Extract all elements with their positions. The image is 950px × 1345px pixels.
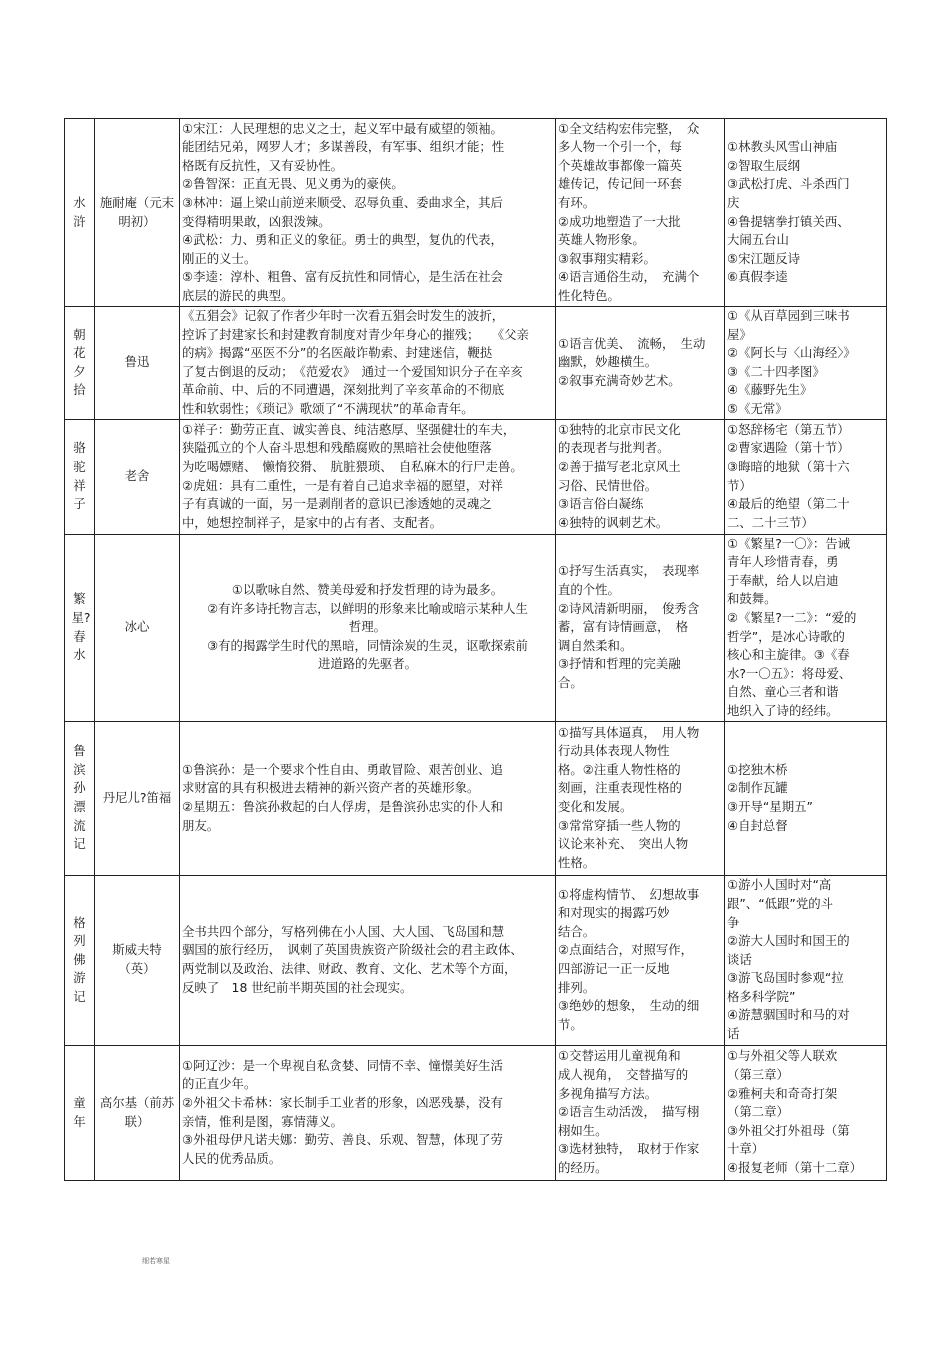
- book-title: 朝花夕拾: [73, 326, 86, 398]
- plots-line: ③开导“星期五”: [727, 799, 813, 814]
- characters-cell: [180, 419, 556, 534]
- table-row: [65, 307, 887, 420]
- plots-line: 二、二十三节）: [727, 514, 814, 530]
- characters-line: 骃国的旅行经历， 讽刺了英国贵族资产阶级社会的君主政体、: [182, 942, 523, 958]
- author-name: 鲁迅: [124, 354, 150, 370]
- features-line: ②点面结合，对照写作，: [558, 942, 694, 958]
- plots-line: ①林教头风雪山神庙: [727, 139, 838, 155]
- characters-line: 反映了 18 世纪前半期英国的社会现实。: [182, 979, 413, 995]
- features-line: 和对现实的揭露巧妙: [558, 905, 670, 921]
- author-cell: [95, 875, 180, 1045]
- plots-line: 格多科学院”: [727, 988, 796, 1004]
- plots-line: 话: [727, 1026, 740, 1042]
- plots-line: ⑤《无常》: [727, 400, 788, 416]
- features-line: 行动具体表现人物性: [558, 743, 670, 759]
- plots-cell: [725, 721, 887, 875]
- characters-line: 朋友。: [182, 817, 220, 833]
- features-line: ①语言优美、 流畅， 生动: [558, 335, 706, 351]
- characters-line: ③有的揭露学生时代的黑暗，同情涂炭的生灵，讴歌探索前: [207, 637, 528, 653]
- features-cell: [556, 721, 725, 875]
- plots-line: 和鼓舞。: [727, 591, 777, 607]
- plots-line: （第二章）: [727, 1104, 789, 1120]
- characters-line: 变得精明果敢，凶狠泼辣。: [182, 213, 331, 229]
- features-line: 成人视角， 交替描写的: [558, 1067, 689, 1083]
- table-row: [65, 1045, 887, 1180]
- table-row: [65, 875, 887, 1045]
- characters-line: 能团结兄弟，网罗人才；多谋善段，有军事、组织才能；性: [182, 139, 505, 155]
- plots-line: ②雅柯夫和奇奇打架: [727, 1085, 838, 1101]
- characters-line: 狭隘孤立的个人奋斗思想和残酷腐败的黑暗社会使他堕落: [182, 440, 492, 456]
- book-title-cell: [65, 875, 95, 1045]
- characters-line: 底层的游民的典型。: [182, 287, 294, 303]
- features-line: ③叙事翔实精彩。: [558, 250, 656, 266]
- plots-line: ④自封总督: [727, 817, 788, 833]
- book-title: 童年: [73, 1094, 86, 1129]
- plots-line: ②《阿长与〈山海经〉》: [727, 345, 856, 361]
- plots-line: ①《繁星?一〇》：告诫: [727, 535, 850, 551]
- characters-line: ③外祖母伊凡诺夫娜：勤劳、善良、乐观、智慧，体现了劳: [182, 1132, 503, 1148]
- features-cell: [556, 875, 725, 1045]
- features-line: 节。: [558, 1016, 583, 1032]
- characters-cell: [180, 307, 556, 420]
- features-line: ③常常穿插一些人物的: [558, 817, 681, 833]
- features-cell: [556, 534, 725, 721]
- plots-line: 大闹五台山: [727, 232, 789, 248]
- features-line: 的表现者与批判者。: [558, 440, 670, 456]
- features-line: ④语言通俗生动， 充满个: [558, 269, 700, 285]
- plots-line: ④鲁提辖拳打镇关西、: [727, 213, 850, 229]
- plots-cell: [725, 875, 887, 1045]
- plots-line: 青年人珍惜青春，勇: [727, 554, 839, 570]
- plots-line: 谈话: [727, 951, 752, 967]
- author-cell: [95, 534, 180, 721]
- features-line: ③语言俗白凝练: [558, 496, 644, 512]
- features-line: 多人物一个引一个，每: [558, 139, 682, 155]
- page-footer: 细若寒星: [142, 1257, 170, 1265]
- plots-line: ③武松打虎、斗杀西门: [727, 176, 850, 192]
- characters-line: ①鲁滨孙：是一个要求个性自由、勇敢冒险、艰苦创业、追: [182, 761, 503, 777]
- plots-line: ②制作瓦罐: [727, 780, 788, 796]
- plots-line: ④游慧骃国时和马的对: [727, 1007, 850, 1023]
- author-cell: [95, 1045, 180, 1180]
- features-line: ①抒写生活真实， 表现率: [558, 563, 700, 579]
- plots-line: 争: [727, 914, 740, 930]
- characters-line: 子有真诚的一面，另一是剥削者的意识已渗透她的灵魂之: [182, 496, 492, 512]
- characters-line: 两党制以及政治、法律、财政、教育、文化、艺术等个方面，: [182, 961, 517, 976]
- features-line: 议论来补充、 突出人物: [558, 836, 689, 852]
- features-line: 蓄，富有诗情画意， 格: [558, 619, 689, 635]
- literature-table: [64, 118, 887, 1181]
- book-title: 骆驼祥子: [73, 440, 86, 512]
- features-line: 英雄人物形象。: [558, 232, 645, 248]
- features-line: ①将虚构情节、 幻想故事: [558, 886, 700, 902]
- characters-cell: [180, 119, 556, 307]
- features-line: ②语言生动活泼， 描写栩: [558, 1104, 700, 1120]
- features-line: ①交替运用儿童视角和: [558, 1048, 681, 1064]
- features-line: 栩如生。: [558, 1122, 608, 1138]
- plots-line: 十章）: [727, 1141, 765, 1157]
- characters-line: 亲情，惟利是图，寡情薄义。: [182, 1113, 344, 1129]
- characters-line: 刚正的义士。: [182, 250, 257, 266]
- plots-line: ③晦暗的地狱（第十六: [727, 458, 850, 474]
- book-title-cell: [65, 307, 95, 420]
- plots-line: ①与外祖父等人联欢: [727, 1048, 838, 1064]
- characters-cell: [180, 534, 556, 721]
- plots-line: ④《藤野先生》: [727, 382, 813, 398]
- plots-line: ④报复老师（第十二章）: [727, 1159, 863, 1175]
- characters-line: ③林冲：逼上梁山前逆来顺受、忍辱负重、委曲求全，其后: [182, 194, 503, 210]
- features-cell: [556, 119, 725, 307]
- plots-line: 于奉献，给人以启迪: [727, 572, 839, 588]
- plots-line: 水?一〇五》：将母爱、: [727, 665, 852, 681]
- characters-line: 哲理。: [348, 619, 387, 635]
- features-line: ④独特的讽刺艺术。: [558, 514, 669, 530]
- characters-line: ②星期五：鲁滨孙救起的白人俘虏，是鲁滨孙忠实的仆人和: [182, 799, 503, 814]
- characters-line: ④武松：力、勇和正义的象征。勇士的典型，复仇的代表，: [182, 232, 503, 248]
- book-title-cell: [65, 419, 95, 534]
- characters-line: ①阿辽沙：是一个卑视自私贪婪、同情不幸、憧憬美好生活: [182, 1057, 503, 1073]
- characters-cell: [180, 1045, 556, 1180]
- author-name: 高尔基（前苏联）: [99, 1094, 175, 1129]
- plots-line: 跟”、“低跟”党的斗: [727, 895, 833, 911]
- table-row: [65, 721, 887, 875]
- book-title: 繁星?春水: [71, 591, 91, 663]
- plots-line: ⑥真假李逵: [727, 269, 788, 285]
- characters-cell: [180, 721, 556, 875]
- plots-line: ③外祖父打外祖母（第: [727, 1122, 850, 1138]
- book-title-cell: [65, 534, 95, 721]
- features-line: ③选材独特， 取材于作家: [558, 1141, 700, 1157]
- plots-line: ③《二十四孝图》: [727, 363, 825, 379]
- features-line: 四部游记一正一反地: [558, 961, 670, 976]
- plots-line: ②游大人国时和国王的: [727, 933, 850, 949]
- features-line: 调自然柔和。: [558, 637, 633, 653]
- features-line: 刻画，注重表现性格的: [558, 780, 682, 796]
- features-cell: [556, 307, 725, 420]
- features-line: ①独特的北京市民文化: [558, 421, 681, 437]
- characters-line: 的正直少年。: [182, 1076, 257, 1092]
- characters-line: ①宋江：人民理想的忠义之士，起义军中最有威望的领袖。: [182, 120, 503, 136]
- features-line: 习俗、民情世俗。: [558, 477, 658, 493]
- book-title: 格列佛游记: [73, 914, 86, 1004]
- plots-line: 屋》: [727, 326, 752, 342]
- characters-line: 全书共四个部分，写格列佛在小人国、大人国、飞岛国和慧: [182, 923, 505, 939]
- plots-cell: [725, 119, 887, 307]
- author-name: 老舍: [124, 468, 150, 484]
- plots-line: ①《从百草园到三味书: [727, 308, 850, 323]
- plots-line: 庆: [727, 194, 740, 210]
- author-cell: [95, 419, 180, 534]
- characters-line: ②外祖父卡希林：家长制手工业者的形象，凶恶残暴，没有: [182, 1094, 503, 1110]
- table-row: [65, 419, 887, 534]
- plots-line: ⑤宋江题反诗: [727, 250, 801, 266]
- plots-cell: [725, 534, 887, 721]
- author-name: 丹尼儿?笛福: [102, 789, 172, 805]
- characters-line: ⑤李逵：淳朴、粗鲁、富有反抗性和同情心，是生活在社会: [182, 269, 503, 285]
- plots-cell: [725, 307, 887, 420]
- features-line: 个英雄故事都像一篇英: [558, 157, 682, 173]
- characters-line: 中，她想控制祥子，是家中的占有者、支配者。: [182, 514, 443, 530]
- features-line: 格。②注重人物性格的: [558, 761, 681, 777]
- characters-cell: [180, 875, 556, 1045]
- features-line: 结合。: [558, 923, 596, 939]
- features-line: 幽默，妙趣横生。: [558, 354, 658, 370]
- characters-line: 控诉了封建家长和封建教育制度对青少年身心的摧残； 《父亲: [182, 326, 529, 342]
- characters-line: ②鲁智深：正直无畏、见义勇为的豪侠。: [182, 176, 404, 192]
- features-cell: [556, 1045, 725, 1180]
- plots-line: 自然、童心三者和谐: [727, 684, 839, 700]
- author-name: 冰心: [124, 619, 150, 635]
- plots-line: ②曹家遇险（第十节）: [727, 440, 850, 456]
- features-line: 排列。: [558, 979, 596, 995]
- characters-line: 《五猖会》记叙了作者少年时一次看五猖会时发生的波折，: [182, 308, 505, 323]
- author-name: 斯威夫特（英）: [112, 942, 162, 976]
- features-line: 的经历。: [558, 1159, 608, 1175]
- characters-line: 求财富的具有积极进去精神的新兴资产者的英雄形象。: [182, 780, 480, 796]
- features-cell: [556, 419, 725, 534]
- plots-line: 核心和主旋律。③《春: [727, 647, 850, 663]
- features-line: 合。: [558, 675, 583, 691]
- plots-line: 地织入了诗的经纬。: [727, 702, 839, 718]
- plots-line: ③游飞岛国时参观“拉: [727, 970, 844, 986]
- characters-line: ②虎妞：具有二重性，一是有着自己追求幸福的愿望，对祥: [182, 477, 503, 493]
- features-line: ①全文结构宏伟完整， 众: [558, 120, 700, 136]
- plots-cell: [725, 419, 887, 534]
- author-name: 施耐庵（元末明初）: [99, 194, 175, 229]
- plots-line: ①挖独木桥: [727, 761, 788, 777]
- author-cell: [95, 307, 180, 420]
- features-line: 性化特色。: [558, 287, 620, 303]
- characters-line: ①以歌咏自然、赞美母爱和抒发哲理的诗为最多。: [231, 582, 504, 598]
- book-title: 鲁滨孙漂流记: [73, 743, 86, 852]
- characters-line: 格既有反抗性，又有妥协性。: [182, 157, 344, 173]
- characters-line: 为吃喝嫖赌、 懒惰狡猾、 肮脏猥琐、 自私麻木的行尸走兽。: [182, 458, 523, 474]
- table-row: [65, 119, 887, 307]
- features-line: 变化和发展。: [558, 799, 633, 814]
- features-line: 雄传记，传记间一环套: [558, 176, 682, 192]
- author-cell: [95, 721, 180, 875]
- table-body: [65, 119, 887, 1181]
- book-title-cell: [65, 1045, 95, 1180]
- features-line: ②善于描写老北京风土: [558, 458, 681, 474]
- characters-line: 进道路的先驱者。: [317, 656, 418, 672]
- book-title-cell: [65, 721, 95, 875]
- characters-line: 人民的优秀品质。: [182, 1150, 282, 1166]
- plots-line: 节）: [727, 477, 752, 493]
- table-row: [65, 534, 887, 721]
- book-title-cell: [65, 119, 95, 307]
- features-line: 性格。: [558, 854, 596, 870]
- features-line: ②诗风清新明丽， 俊秀含: [558, 600, 700, 616]
- characters-line: 性和软弱性；《琐记》歌颂了“不满现状”的革命青年。: [182, 400, 474, 416]
- plots-line: （第三章）: [727, 1067, 789, 1083]
- characters-line: 的病》揭露“巫医不分”的名医敲诈勒索、封建迷信，鞭挞: [182, 345, 493, 361]
- features-line: ②成功地塑造了一大批: [558, 213, 681, 229]
- plots-line: ②《繁星?一二》：“爱的: [727, 609, 857, 625]
- author-cell: [95, 119, 180, 307]
- characters-line: ②有许多诗托物言志，以鲜明的形象来比喻或暗示某种人生: [207, 600, 528, 616]
- plots-line: ①怒辞杨宅（第五节）: [727, 421, 850, 437]
- features-line: ③抒情和哲理的完美融: [558, 656, 681, 672]
- plots-line: ②智取生辰纲: [727, 157, 801, 173]
- features-line: ①描写具体逼真， 用人物: [558, 724, 700, 740]
- features-line: 有环。: [558, 194, 596, 210]
- features-line: 多视角描写方法。: [558, 1085, 658, 1101]
- features-line: ③绝妙的想象， 生动的细: [558, 998, 700, 1014]
- plots-cell: [725, 1045, 887, 1180]
- book-title: 水浒: [73, 194, 86, 229]
- plots-line: ①游小人国时对“高: [727, 877, 832, 893]
- plots-line: ④最后的绝望（第二十: [727, 496, 850, 512]
- plots-line: 哲学”，是冰心诗歌的: [727, 628, 845, 644]
- features-line: ②叙事充满奇妙艺术。: [558, 373, 681, 389]
- features-line: 直的个性。: [558, 582, 620, 598]
- characters-line: 革命前、中、后的不同遭遇，深刻批判了辛亥革命的不彻底: [182, 382, 505, 398]
- characters-line: ①祥子：勤劳正直、诚实善良、纯洁憨厚、坚强健壮的车夫，: [182, 421, 516, 437]
- characters-line: 了复古倒退的反动； 《范爱农》 通过一个爱国知识分子在辛亥: [182, 363, 523, 379]
